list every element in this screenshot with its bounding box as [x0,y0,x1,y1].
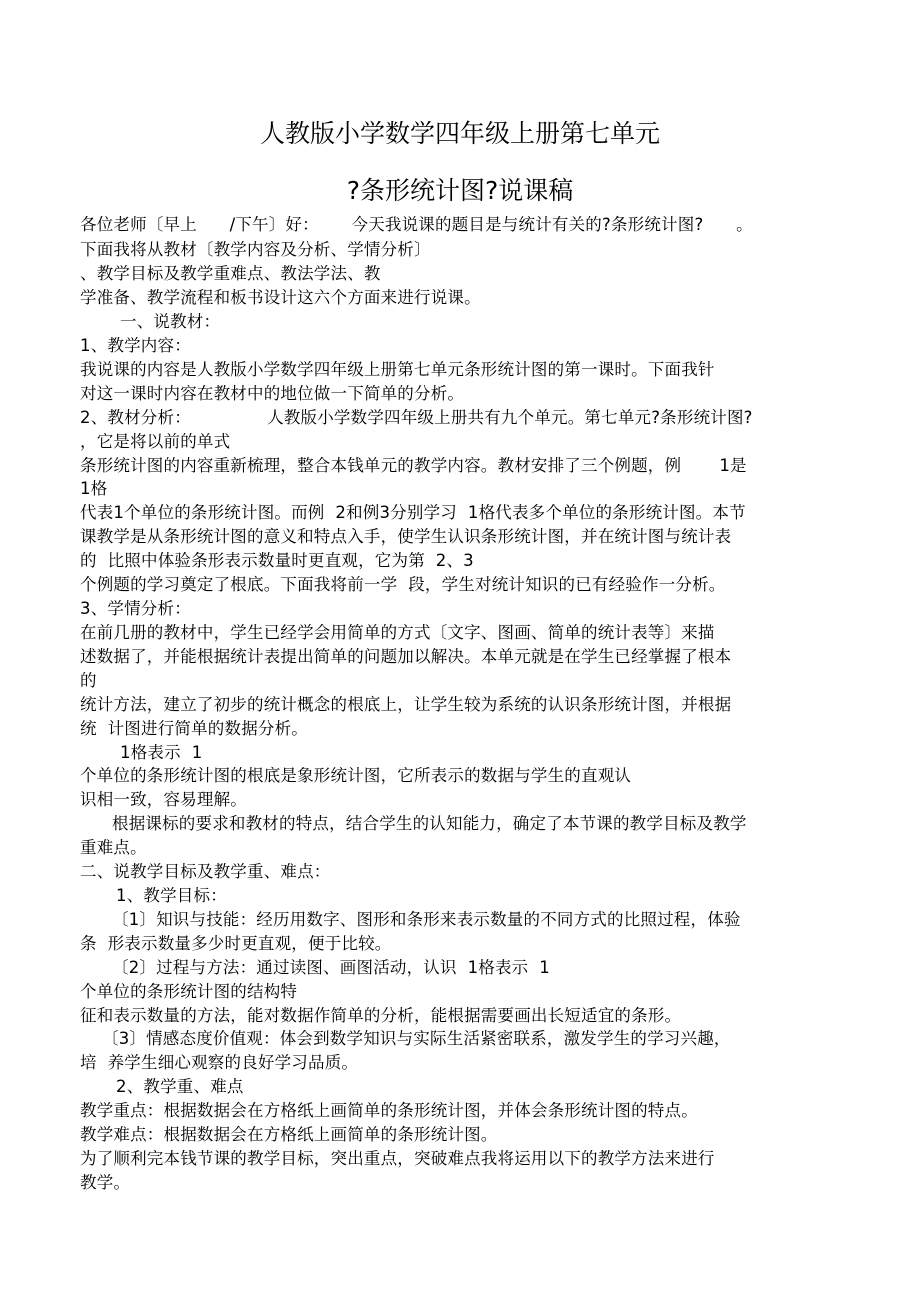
section-heading: 一、说教材： [120,312,221,331]
subsection-heading: 2、教学重、难点 [116,1077,244,1096]
text-line: 〔1〕知识与技能：经历用数字、图形和条形来表示数量的不同方式的比照过程，体验 [112,910,741,929]
text-line: 个单位的条形统计图的结构特 [80,982,298,1001]
text-line: 代表1个单位的条形统计图。而例 2和例3分别学习 1格代表多个单位的条形统计图。本节 [80,503,746,522]
text-line: 下面我将从教材〔教学内容及分析、学情分析〕 [80,240,431,259]
text-line: 为了顺利完本钱节课的教学目标，突出重点，突破难点我将运用以下的教学方法来进行 [80,1149,715,1168]
text-line: 学准备、教学流程和板书设计这六个方面来进行说课。 [80,288,481,307]
text-line: ，它是将以前的单式 [80,432,231,451]
text-line: 课教学是从条形统计图的意义和特点入手，使学生认识条形统计图，并在统计图与统计表 [80,527,732,546]
text-line: 教学重点：根据数据会在方格纸上画简单的条形统计图，并体会条形统计图的特点。 [80,1101,698,1120]
text-line: 教学。 [80,1173,131,1192]
text-line: 1格表示 1 [120,743,203,762]
text-line: 、教学目标及教学重难点、教法学法、教 [80,264,381,283]
text-line: 对这一课时内容在教材中的地位做一下简单的分析。 [80,384,465,403]
text-line: 教学难点：根据数据会在方格纸上画简单的条形统计图。 [80,1125,498,1144]
document-title: 人教版小学数学四年级上册第七单元 [259,119,660,148]
section-heading: 二、说教学目标及教学重、难点： [80,862,331,881]
text-line: 〔3〕情感态度价值观：体会到数学知识与实际生活紧密联系，激发学生的学习兴趣， [102,1029,731,1048]
text-line: 1格 [80,479,108,498]
text-line: 的 比照中体验条形表示数量时更直观，它为第 2、3 [80,551,474,570]
subsection-heading: 1、教学内容： [80,336,191,355]
text-line: 个单位的条形统计图的根底是象形统计图，它所表示的数据与学生的直观认 [80,766,632,785]
text-line: 我说课的内容是人教版小学数学四年级上册第七单元条形统计图的第一课时。下面我针 [80,360,715,379]
text-line: 个例题的学习奠定了根底。下面我将前一学 段，学生对统计知识的已有经验作一分析。 [80,575,726,594]
text-line: 重难点。 [80,838,147,857]
text-line: 在前几册的教材中，学生已经学会用简单的方式〔文字、图画、简单的统计表等〕来描 [80,623,715,642]
text-line: 培 养学生细心观察的良好学习品质。 [80,1053,359,1072]
text-line: 征和表示数量的方法，能对数据作简单的分析，能根据需要画出长短适宜的条形。 [80,1006,682,1025]
text-line: 统计方法，建立了初步的统计概念的根底上，让学生较为系统的认识条形统计图，并根据 [80,695,732,714]
text-line: 述数据了，并能根据统计表提出简单的问题加以解决。本单元就是在学生已经掌握了根本 [80,647,732,666]
document-subtitle: ?条形统计图?说课稿 [346,176,574,205]
text-line: 统 计图进行简单的数据分析。 [80,719,308,738]
text-line: 识相一致，容易理解。 [80,790,247,809]
text-line: 根据课标的要求和教材的特点，结合学生的认知能力，确定了本节课的教学目标及教学 [112,814,747,833]
text-line: 各位老师〔早上 /下午〕好： 今天我说课的题目是与统计有关的?条形统计图? 。 [80,215,753,234]
text-line: 的 [80,671,97,690]
subsection-heading: 1、教学目标： [116,886,227,905]
subsection-heading: 3、学情分析： [80,599,191,618]
text-line: 条 形表示数量多少时更直观，便于比较。 [80,934,392,953]
text-line: 条形统计图的内容重新梳理，整合本钱单元的教学内容。教材安排了三个例题，例 1是 [80,456,747,475]
text-line: 2、教材分析： 人教版小学数学四年级上册共有九个单元。第七单元?条形统计图? [80,408,753,427]
text-line: 〔2〕过程与方法：通过读图、画图活动，认识 1格表示 1 [112,958,550,977]
